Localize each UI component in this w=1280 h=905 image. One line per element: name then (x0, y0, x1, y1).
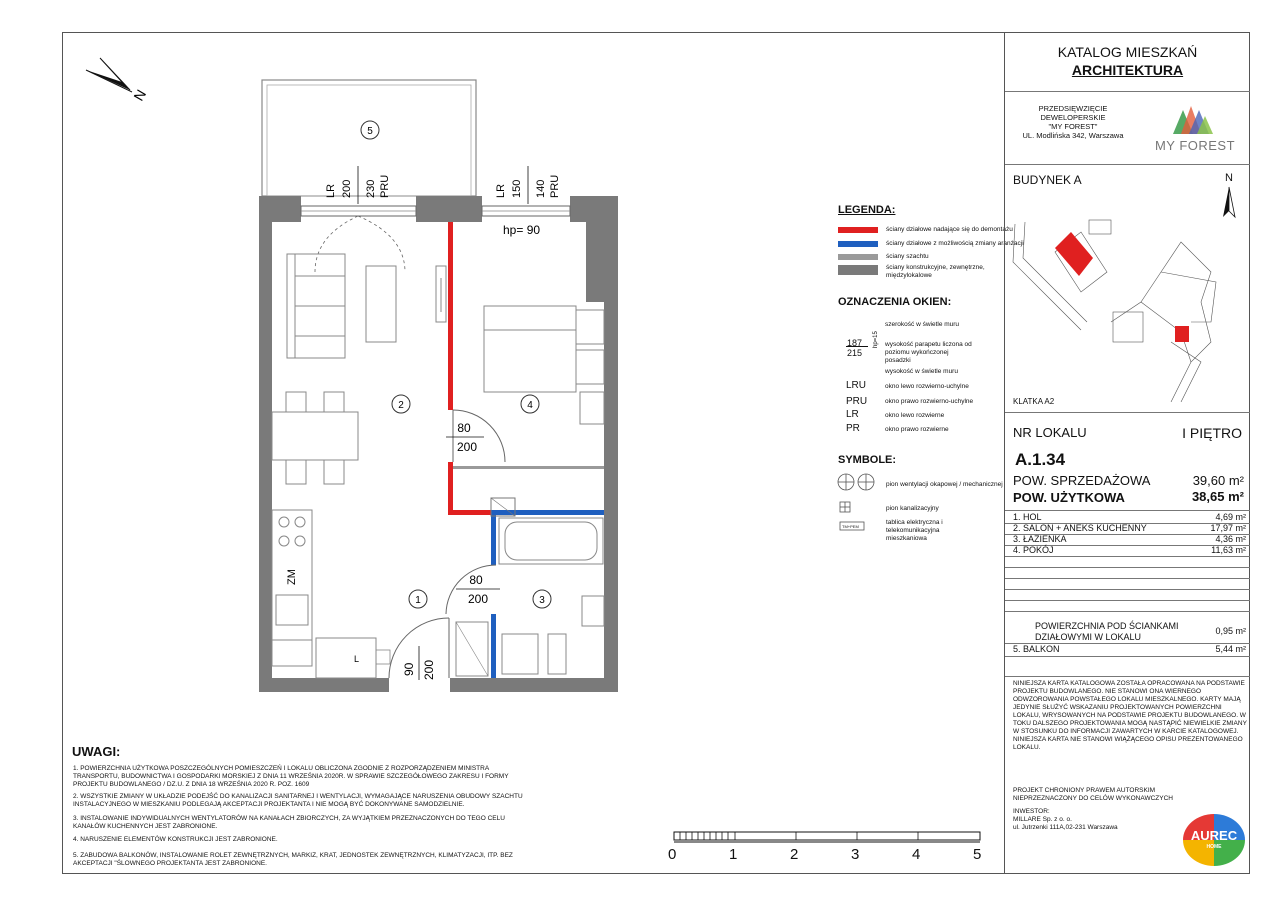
symbol-text-1: pion wentylacji okapowej / mechanicznej (886, 481, 1003, 488)
room-row-3 (1013, 534, 1246, 544)
window-note-1: szerokość w świetle muru (885, 321, 960, 328)
coffee-table (366, 266, 396, 342)
window-type-text-3: okno lewo rozwierne (885, 412, 945, 419)
balcony-label: 5. BALKON (1013, 644, 1060, 654)
door4-height: 200 (456, 440, 478, 454)
investor-name: MILLARE Sp. z o. o. (1013, 816, 1072, 823)
window-type-text-1: okno lewo rozwierno-uchylne (885, 383, 969, 390)
window-type-code-1: LRU (846, 380, 867, 391)
note-5: 5. ZABUDOWA BALKONÓW, INSTALOWANIE ROLET ZEWNĘTRZNYCH, MARKIZ, KRAT, JEDNOSTEK ZEWNĘTRZNYCH, KLIMATYZACJI, ITP. BEZ AKCEPTACJI "ŚLOWNEGO PROJEKTANTA JEST ZABRONIONE. (73, 852, 513, 867)
balcony-row (1013, 644, 1246, 654)
scale-label-0: 0 (668, 846, 677, 863)
legend-item-1: ściany działowe nadające się do demontażu (886, 226, 1013, 233)
note-4: 4. NARUSZENIE ELEMENTÓW KONSTRUKCJI JEST ZABRONIONE. (73, 836, 278, 843)
room-value-4: 11,63 m² (1211, 545, 1246, 555)
legend-swatch-blue (838, 241, 878, 247)
win2-type: LR (495, 183, 507, 198)
panel-glyph: TM+PEM (842, 524, 859, 529)
room-1-number: 1 (415, 595, 421, 606)
project-line-1: PRZEDSIĘWZIĘCIE (1038, 104, 1108, 113)
door4-width: 80 (457, 421, 471, 435)
window-example-top: 187 (847, 338, 863, 348)
room-2-number: 2 (398, 400, 404, 411)
symbol-text-2: pion kanalizacyjny (886, 505, 939, 512)
project-info (1011, 104, 1135, 140)
notes-title: UWAGI: (72, 744, 121, 759)
room-value-3: 4,36 m² (1215, 534, 1246, 544)
copyright-line-1: PROJEKT CHRONIONY PRAWEM AUTORSKIM (1013, 787, 1156, 794)
project-line-3: "MY FOREST" (1048, 122, 1098, 131)
room-value-2: 17,97 m² (1210, 523, 1246, 533)
window-type-code-2: PRU (846, 396, 868, 407)
north-letter: N (130, 86, 150, 104)
legend-item-4: ściany konstrukcyjne, zewnętrzne, międzylokalowe (886, 264, 985, 279)
door1-width: 90 (402, 662, 416, 676)
toilet (548, 634, 566, 674)
window-example-bottom: 215 (847, 348, 863, 358)
legend-swatch-lightgray (838, 254, 878, 260)
room-4-number: 4 (527, 400, 533, 411)
win2-type2: PRU (549, 174, 561, 198)
site-north-letter: N (1225, 172, 1233, 184)
room-label-4: 4. POKÓJ (1013, 545, 1054, 555)
window-type-code-3: LR (846, 409, 859, 420)
window-example-side: hp=15 (873, 331, 879, 348)
north-arrow-icon (86, 58, 132, 92)
note-1: 1. POWIERZCHNIA UŻYTKOWA POSZCZEGÓLNYCH POMIESZCZEŃ I LOKALU OBLICZONA ZGODNIE Z ROZPORZĄDZENIEM MINISTRA TRANSPORTU, BUDOWNICTWA I GOSPODARKI MORSKIEJ Z DNIA 11 WRZEŚNIA 2020R. W SPRAWIE SZCZEGÓŁOWEGO ZAKRESU I FORMY PROJEKTU BUDOWLANEGO / DZ.U. Z DNIA 18 WRZEŚNIA 2020 R. POZ. 1609 (73, 765, 509, 788)
unit-nr-label: NR LOKALU (1013, 425, 1087, 440)
zm-label: ZM (286, 569, 298, 585)
window-note-2: wysokość parapetu liczona od poziomu wykończonej posadzki (885, 341, 972, 364)
win1-type2: PRU (379, 174, 391, 198)
hp-label: hp= 90 (503, 223, 541, 237)
drain-pipe-icon (840, 502, 850, 512)
bathtub (499, 518, 603, 564)
scale-label-1: 1 (729, 846, 738, 863)
win1-type: LR (325, 183, 337, 198)
window-example-line (846, 346, 868, 347)
window-type-text-2: okno prawo rozwierno-uchylne (885, 398, 974, 405)
partition-label: POWIERZCHNIA POD ŚCIANKAMI DZIAŁOWYMI W LOKALU (1035, 621, 1179, 642)
bed (484, 306, 604, 424)
symbols-title: SYMBOLE: (838, 454, 897, 466)
door1-height: 200 (422, 659, 436, 680)
disclaimer: NINIEJSZA KARTA KATALOGOWA ZOSTAŁA OPRACOWANA NA PODSTAWIE PROJEKTU BUDOWLANEGO. NIE STANOWI ONA WIERNEGO ODWZOROWANIA POWSTAŁEGO LOKALU MIESZKALNEGO. KARTY MAJĄ JEDYNIE SŁUŻYĆ WSKAZANIU PROJEKTOWANYCH POWIERZCHNI LOKALU, WRYSOWANYCH NA PODSTAWIE PROJEKTU BUDOWLANEGO. W TOKU DALSZEGO PROJEKTOWANIA MOGĄ NASTĄPIĆ NIEWIELKIE ZMIANY W STOSUNKU DO INFORMACJI ZAWARTYCH W KARCIE KATALOGOWEJ. NINIEJSZA KARTA NIE STANOWI WIĄŻĄCEGO OPISU PREZENTOWANEGO LOKALU. (1013, 680, 1247, 751)
legend-item-2: ściany działowe z możliwością zmiany aranżacji (886, 240, 1024, 247)
investor-address: ul. Jutrzenki 111A,02-231 Warszawa (1013, 824, 1118, 831)
my-forest-logo-icon (1163, 102, 1223, 136)
symbol-text-3: tablica elektryczna i telekomunikacyjna mieszkaniowa (886, 519, 943, 542)
hall-wardrobe (316, 638, 376, 678)
scale-label-5: 5 (973, 846, 982, 863)
site-building-highlight (1055, 232, 1093, 276)
win2-height: 140 (535, 179, 547, 198)
sale-area-label: POW. SPRZEDAŻOWA (1013, 473, 1151, 488)
washbasin (582, 596, 604, 626)
note-3: 3. INSTALOWANIE INDYWIDUALNYCH WENTYLATORÓW NA KANAŁACH ZBIORCZYCH, ZA WYJĄTKIEM PRZEZNACZONYCH DO TEGO CELU KANAŁÓW KUCHENNYCH JEST ZABRONIONE. (73, 815, 505, 830)
win1-height: 230 (365, 179, 377, 198)
kitchen-counter (272, 510, 312, 666)
catalog-subtitle: ARCHITEKTURA (1071, 62, 1184, 78)
sofa (287, 254, 345, 358)
room-label-3: 3. ŁAZIENKA (1013, 534, 1067, 544)
investor-label: INWESTOR: (1013, 808, 1050, 815)
building-label: BUDYNEK A (1013, 173, 1082, 187)
legend-swatch-darkgray (838, 265, 878, 275)
catalog-title: KATALOG MIESZKAŃ (1057, 44, 1198, 60)
balcony-value: 5,44 m² (1215, 644, 1246, 654)
project-line-4: UL. Modlińska 342, Warszawa (1022, 131, 1124, 140)
room-label-1: 1. HOL (1013, 512, 1042, 522)
unit-location-marker (1175, 326, 1189, 342)
win2-width: 150 (511, 179, 523, 198)
project-line-2: DEWELOPERSKIE (1040, 113, 1106, 122)
fridge-label: L (354, 654, 360, 664)
site-plan-map (1011, 212, 1247, 402)
win1-width: 200 (341, 179, 353, 198)
unit-floor: I PIĘTRO (1182, 425, 1242, 441)
room-value-1: 4,69 m² (1215, 512, 1246, 522)
removable-wall (448, 222, 453, 410)
note-2: 2. WSZYSTKIE ZMIANY W UKŁADZIE PODEJŚĆ DO KANALIZACJI SANITARNEJ I WENTYLACJI, WYMAGAJĄCE NARUSZENIA OBUDOWY SZACHTU INSTALACYJNEGO W MIESZKANIU PODLEGAJĄ AKCEPTACJI PROJEKTANTA I NIE MOGĄ BYĆ DOKONYWANE SAMODZIELNIE. (73, 793, 523, 808)
scale-label-2: 2 (790, 846, 799, 863)
structural-walls (259, 196, 618, 692)
dining-table (272, 392, 358, 484)
room-row-1 (1013, 512, 1246, 522)
stairwell-label: KLATKA A2 (1013, 397, 1055, 406)
copyright-line-2: NIEPRZEZNACZONY DO CELÓW WYKONAWCZYCH (1013, 795, 1173, 802)
balcony-outline (262, 80, 476, 196)
room-5-number: 5 (367, 126, 373, 137)
window-type-code-4: PR (846, 423, 860, 434)
windows-title: OZNACZENIA OKIEN: (838, 296, 952, 308)
ventilation-icon (838, 474, 874, 490)
aurec-logo-sub: HOME (1206, 844, 1222, 850)
sale-area-value: 39,60 m² (1192, 473, 1244, 488)
usable-area-value: 38,65 m² (1191, 489, 1244, 504)
door3-width: 80 (469, 573, 483, 587)
room-row-2 (1013, 523, 1246, 533)
my-forest-logo-text: MY FOREST (1154, 138, 1236, 153)
room-3-number: 3 (539, 595, 545, 606)
legend-title: LEGENDA: (838, 204, 896, 216)
usable-area-label: POW. UŻYTKOWA (1013, 490, 1125, 505)
door3-height: 200 (467, 592, 489, 606)
scale-label-4: 4 (912, 846, 921, 863)
window-note-3: wysokość w świetle muru (885, 368, 958, 375)
legend-item-3: ściany szachtu (886, 253, 929, 260)
aurec-logo-text: AUREC (1190, 828, 1238, 843)
partition-value: 0,95 m² (1215, 626, 1246, 636)
floor-plan (62, 32, 782, 712)
window-type-text-4: okno prawo rozwierne (885, 426, 949, 433)
title-block (1004, 32, 1250, 874)
scale-label-3: 3 (851, 846, 860, 863)
washing-machine (502, 634, 538, 674)
scale-bar-graphic (660, 826, 1000, 866)
unit-number: A.1.34 (1015, 450, 1066, 469)
legend-swatch-red (838, 227, 878, 233)
room-label-2: 2. SALON + ANEKS KUCHENNY (1013, 523, 1147, 533)
room-row-4 (1013, 545, 1246, 555)
